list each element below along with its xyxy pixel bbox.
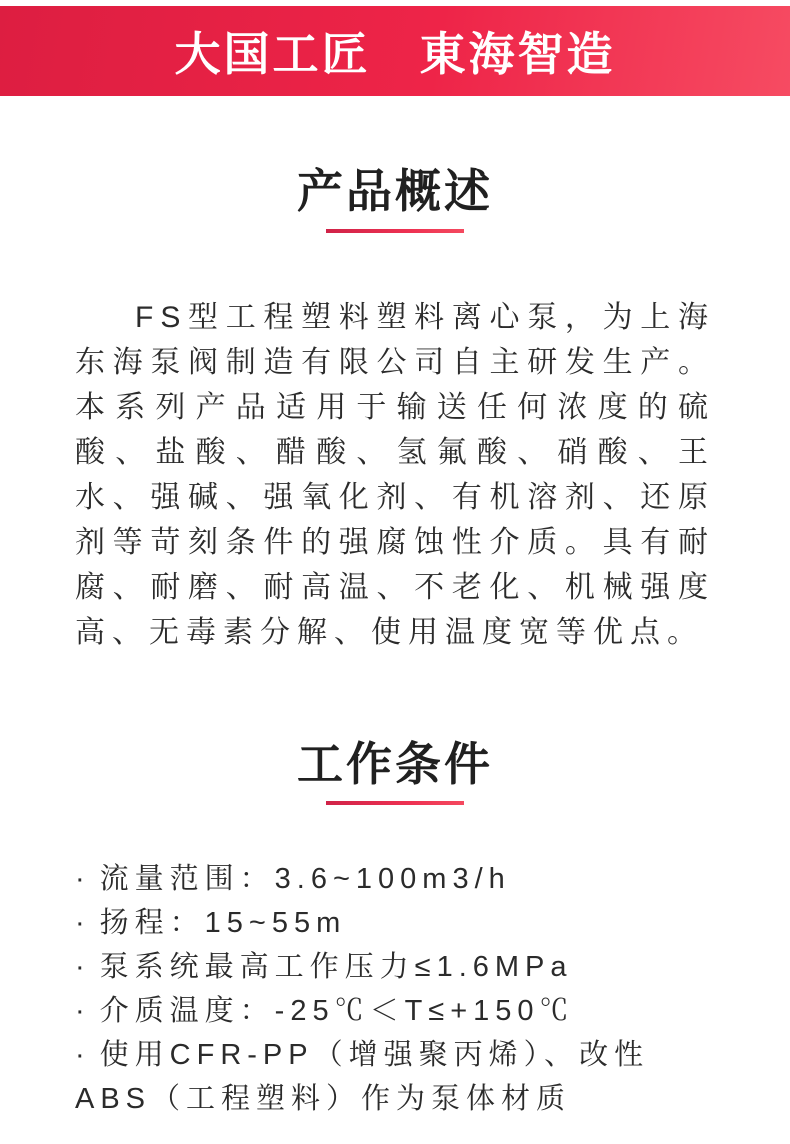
spec-text: 使用CFR-PP（增强聚丙烯）、改性	[99, 1039, 650, 1072]
spec-list	[75, 857, 715, 1121]
spec-text: 介质温度：-25℃＜T≤+150℃	[99, 995, 575, 1028]
spec-item-material-continuation	[75, 1077, 715, 1121]
bullet-dot-icon: ·	[75, 1039, 91, 1072]
bullet-dot-icon: ·	[75, 995, 91, 1028]
spec-item-flow-range	[75, 857, 715, 901]
title-underline	[326, 229, 464, 233]
bullet-dot-icon: ·	[75, 863, 91, 896]
spec-item-head	[75, 901, 715, 945]
overview-paragraph: FS型工程塑料塑料离心泵，为上海东海泵阀制造有限公司自主研发生产。本系列产品适用于输送任何浓度的硫酸、盐酸、醋酸、氢氟酸、硝酸、王水、强碱、强氧化剂、有机溶剂、还原剂等苛刻条件的强腐蚀性介质。具有耐腐、耐磨、耐高温、不老化、机械强度高、无毒素分解、使用温度宽等优点。	[75, 300, 715, 649]
spec-text: ABS（工程塑料）作为泵体材质	[75, 1083, 572, 1116]
section-working-conditions	[0, 739, 790, 1122]
spec-text: 泵系统最高工作压力≤1.6MPa	[99, 951, 573, 984]
spec-item-max-pressure	[75, 945, 715, 989]
spec-text: 流量范围：3.6~100m3/h	[99, 863, 511, 896]
bullet-dot-icon: ·	[75, 951, 91, 984]
section-title-overview: 产品概述	[297, 165, 493, 217]
spec-text: 扬程：15~55m	[99, 907, 347, 940]
title-underline	[326, 801, 464, 805]
banner-title: 大国工匠 東海智造	[174, 28, 616, 80]
banner	[0, 6, 790, 96]
spec-item-medium-temperature	[75, 989, 715, 1033]
section-product-overview	[0, 166, 790, 655]
bullet-dot-icon: ·	[75, 907, 91, 940]
section-title-conditions: 工作条件	[297, 737, 493, 790]
spec-item-material	[75, 1033, 715, 1077]
